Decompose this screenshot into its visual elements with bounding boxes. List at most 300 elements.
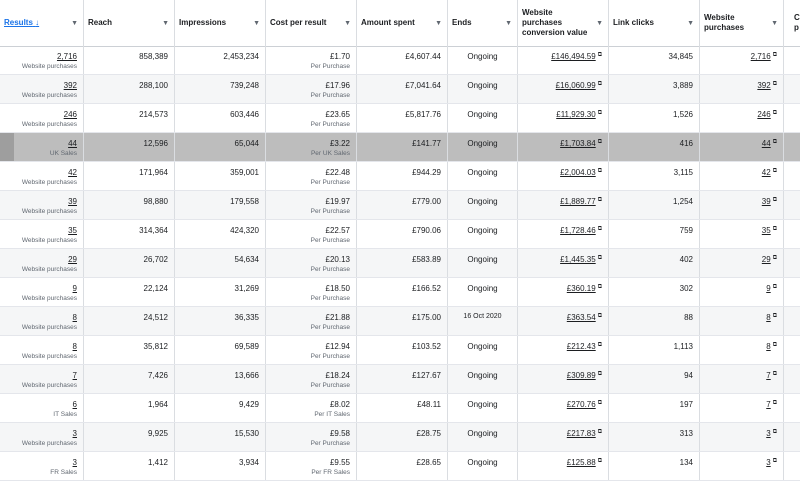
results-type: Website purchases — [21, 208, 77, 215]
amount-cell: £5,817.76 — [357, 104, 448, 132]
ends-cell: Ongoing — [448, 191, 518, 219]
cost-cell — [266, 278, 357, 306]
chevron-down-icon[interactable]: ▼ — [253, 20, 260, 27]
results-type: Website purchases — [21, 266, 77, 273]
external-link-icon[interactable]: ⧉ — [772, 168, 777, 174]
external-link-icon[interactable]: ⧉ — [772, 139, 777, 145]
chevron-down-icon[interactable]: ▼ — [771, 20, 778, 27]
external-link-icon[interactable]: ⧉ — [597, 52, 602, 58]
link-clicks-cell: 1,113 — [609, 336, 700, 364]
conv-value-link[interactable]: £11,929.30 — [556, 110, 596, 119]
ends-cell: 16 Oct 2020 — [448, 307, 518, 335]
conv-value-cell — [518, 278, 609, 306]
web-purchases-link[interactable]: 44 — [761, 139, 771, 148]
results-type: Website purchases — [21, 324, 77, 331]
impressions-cell: 9,429 — [175, 394, 266, 422]
results-link[interactable]: 246 — [63, 110, 77, 119]
chevron-down-icon[interactable]: ▼ — [162, 20, 169, 27]
results-link[interactable]: 35 — [68, 226, 77, 235]
external-link-icon[interactable]: ⧉ — [772, 400, 777, 406]
link-clicks-header-label: Link clicks — [613, 18, 654, 27]
amount-cell: £779.00 — [357, 191, 448, 219]
cost-unit: Per Purchase — [310, 92, 350, 99]
external-link-icon[interactable]: ⧉ — [772, 255, 777, 261]
results-header-label: Results — [4, 18, 33, 27]
conv-value-link[interactable]: £217.83 — [566, 429, 596, 438]
results-link[interactable]: 42 — [68, 168, 77, 177]
external-link-icon[interactable]: ⧉ — [772, 458, 777, 464]
cost-cell — [266, 162, 357, 190]
results-cell — [0, 75, 84, 103]
impressions-cell: 359,001 — [175, 162, 266, 190]
table-row[interactable] — [0, 220, 800, 249]
web-purchases-link[interactable]: 7 — [766, 371, 771, 380]
link-clicks-cell: 1,526 — [609, 104, 700, 132]
conv-value-link[interactable]: £146,494.59 — [551, 52, 596, 61]
amount-cell: £175.00 — [357, 307, 448, 335]
impressions-header-label: Impressions — [179, 18, 227, 27]
results-cell — [0, 394, 84, 422]
web-purchases-cell — [700, 46, 784, 74]
table-row[interactable] — [0, 46, 800, 75]
results-link[interactable]: 3 — [72, 458, 77, 467]
cost-value: £1.70 — [329, 52, 350, 61]
col-results-header[interactable] — [0, 0, 84, 46]
results-cell — [0, 278, 84, 306]
ends-cell: Ongoing — [448, 104, 518, 132]
results-type: Website purchases — [21, 237, 77, 244]
col-impressions-header[interactable] — [175, 0, 266, 46]
reach-cell: 171,964 — [84, 162, 175, 190]
cost-value: £18.24 — [325, 371, 350, 380]
cost-unit: Per Purchase — [310, 382, 350, 389]
cost-cell — [266, 249, 357, 277]
link-clicks-cell: 302 — [609, 278, 700, 306]
reach-cell: 24,512 — [84, 307, 175, 335]
cost-unit: Per IT Sales — [314, 411, 350, 418]
chevron-down-icon[interactable]: ▼ — [344, 20, 351, 27]
cost-value: £22.48 — [325, 168, 350, 177]
impressions-cell: 179,558 — [175, 191, 266, 219]
col-cost-header[interactable] — [266, 0, 357, 46]
cost-cell — [266, 307, 357, 335]
col-reach-header[interactable] — [84, 0, 175, 46]
results-cell — [0, 162, 84, 190]
col-conv-value-header[interactable] — [518, 0, 609, 46]
cost-value: £18.50 — [325, 284, 350, 293]
results-link[interactable]: 6 — [72, 400, 77, 409]
web-purchases-link[interactable]: 39 — [761, 197, 771, 206]
table-row[interactable] — [0, 75, 800, 104]
cost-value: £22.57 — [325, 226, 350, 235]
link-clicks-cell: 313 — [609, 423, 700, 451]
external-link-icon[interactable]: ⧉ — [772, 371, 777, 377]
impressions-cell: 2,453,234 — [175, 46, 266, 74]
cost-unit: Per Purchase — [310, 237, 350, 244]
web-purchases-cell — [700, 394, 784, 422]
ends-cell: Ongoing — [448, 133, 518, 161]
col-amount-header[interactable] — [357, 0, 448, 46]
external-link-icon[interactable]: ⧉ — [597, 110, 602, 116]
conv-value-link[interactable]: £2,004.03 — [560, 168, 596, 177]
cost-unit: Per Purchase — [310, 208, 350, 215]
chevron-down-icon[interactable]: ▼ — [687, 20, 694, 27]
conv-value-cell — [518, 336, 609, 364]
reach-cell: 288,100 — [84, 75, 175, 103]
link-clicks-cell: 34,845 — [609, 46, 700, 74]
web-purchases-cell — [700, 365, 784, 393]
link-clicks-cell: 759 — [609, 220, 700, 248]
results-link[interactable]: 9 — [72, 284, 77, 293]
web-purchases-cell — [700, 75, 784, 103]
web-purchases-link[interactable]: 8 — [766, 342, 771, 351]
conv-value-link[interactable]: £125.88 — [566, 458, 596, 467]
results-link[interactable]: 8 — [72, 342, 77, 351]
table-header — [0, 0, 800, 47]
conv-value-link[interactable]: £309.89 — [566, 371, 596, 380]
results-cell — [0, 191, 84, 219]
results-type: Website purchases — [21, 63, 77, 70]
impressions-cell: 13,666 — [175, 365, 266, 393]
web-purchases-cell — [700, 278, 784, 306]
conv-value-cell — [518, 104, 609, 132]
results-link[interactable]: 44 — [68, 139, 77, 148]
reach-cell: 1,964 — [84, 394, 175, 422]
conv-value-cell — [518, 133, 609, 161]
results-type: Website purchases — [21, 382, 77, 389]
chevron-down-icon[interactable]: ▼ — [596, 20, 603, 27]
web-purchases-cell — [700, 133, 784, 161]
reach-cell: 7,426 — [84, 365, 175, 393]
ends-cell: Ongoing — [448, 249, 518, 277]
ends-cell: Ongoing — [448, 452, 518, 480]
results-type: Website purchases — [21, 121, 77, 128]
sort-arrow-icon: ↓ — [35, 18, 40, 27]
cost-value: £17.96 — [325, 81, 350, 90]
impressions-cell: 36,335 — [175, 307, 266, 335]
external-link-icon[interactable]: ⧉ — [597, 458, 602, 464]
reach-cell: 98,880 — [84, 191, 175, 219]
external-link-icon[interactable]: ⧉ — [597, 284, 602, 290]
conv-value-cell — [518, 249, 609, 277]
conv-value-link[interactable]: £1,445.35 — [560, 255, 596, 264]
amount-cell: £28.65 — [357, 452, 448, 480]
external-link-icon[interactable]: ⧉ — [772, 313, 777, 319]
reach-cell: 214,573 — [84, 104, 175, 132]
ends-cell: Ongoing — [448, 394, 518, 422]
reach-cell: 9,925 — [84, 423, 175, 451]
web-purchases-link[interactable]: 392 — [757, 81, 771, 90]
web-purchases-link[interactable]: 35 — [761, 226, 771, 235]
link-clicks-cell: 416 — [609, 133, 700, 161]
amount-cell: £790.06 — [357, 220, 448, 248]
reach-cell: 314,364 — [84, 220, 175, 248]
external-link-icon[interactable]: ⧉ — [772, 342, 777, 348]
impressions-cell: 739,248 — [175, 75, 266, 103]
cost-cell — [266, 423, 357, 451]
conv-value-header-label: Website purchases conversion value — [522, 8, 588, 37]
chevron-down-icon[interactable]: ▼ — [505, 20, 512, 27]
conv-value-cell — [518, 220, 609, 248]
cost-value: £20.13 — [325, 255, 350, 264]
external-link-icon[interactable]: ⧉ — [772, 284, 777, 290]
amount-cell: £127.67 — [357, 365, 448, 393]
conv-value-cell — [518, 191, 609, 219]
cost-unit: Per Purchase — [310, 266, 350, 273]
col-link-clicks-header[interactable] — [609, 0, 700, 46]
cost-unit: Per Purchase — [310, 353, 350, 360]
web-purchases-header-label: Website purchases — [704, 13, 745, 32]
cost-value: £21.88 — [325, 313, 350, 322]
external-link-icon[interactable]: ⧉ — [597, 139, 602, 145]
external-link-icon[interactable]: ⧉ — [772, 52, 777, 58]
results-cell — [0, 423, 84, 451]
web-purchases-link[interactable]: 3 — [766, 458, 771, 467]
conv-value-link[interactable]: £270.76 — [566, 400, 596, 409]
cost-cell — [266, 75, 357, 103]
external-link-icon[interactable]: ⧉ — [772, 81, 777, 87]
cost-unit: Per FR Sales — [311, 469, 350, 476]
external-link-icon[interactable]: ⧉ — [597, 197, 602, 203]
reach-cell: 1,412 — [84, 452, 175, 480]
web-purchases-link[interactable]: 42 — [761, 168, 771, 177]
web-purchases-cell — [700, 423, 784, 451]
table-row[interactable] — [0, 452, 800, 481]
conv-value-cell — [518, 423, 609, 451]
results-link[interactable]: 7 — [72, 371, 77, 380]
ends-cell: Ongoing — [448, 75, 518, 103]
amount-cell: £28.75 — [357, 423, 448, 451]
web-purchases-cell — [700, 104, 784, 132]
cost-cell — [266, 46, 357, 74]
web-purchases-cell — [700, 249, 784, 277]
results-cell — [0, 133, 84, 161]
impressions-cell: 31,269 — [175, 278, 266, 306]
link-clicks-cell: 1,254 — [609, 191, 700, 219]
external-link-icon[interactable]: ⧉ — [772, 226, 777, 232]
reach-header-label: Reach — [88, 18, 113, 27]
ends-cell: Ongoing — [448, 162, 518, 190]
reach-cell: 35,812 — [84, 336, 175, 364]
results-type: Website purchases — [21, 295, 77, 302]
cost-cell — [266, 191, 357, 219]
table-row[interactable] — [0, 394, 800, 423]
cost-cell — [266, 336, 357, 364]
web-purchases-link[interactable]: 9 — [766, 284, 771, 293]
ends-cell: Ongoing — [448, 278, 518, 306]
cost-header-label: Cost per result — [270, 18, 327, 27]
conv-value-link[interactable]: £1,703.84 — [560, 139, 596, 148]
cost-cell — [266, 104, 357, 132]
reach-cell: 26,702 — [84, 249, 175, 277]
cost-value: £23.65 — [325, 110, 350, 119]
conv-value-cell — [518, 452, 609, 480]
external-link-icon[interactable]: ⧉ — [772, 429, 777, 435]
web-purchases-cell — [700, 452, 784, 480]
cost-cell — [266, 394, 357, 422]
impressions-cell: 15,530 — [175, 423, 266, 451]
cost-value: £9.55 — [329, 458, 350, 467]
link-clicks-cell: 3,115 — [609, 162, 700, 190]
results-link[interactable]: 3 — [72, 429, 77, 438]
results-type: Website purchases — [21, 179, 77, 186]
web-purchases-cell — [700, 307, 784, 335]
results-link[interactable]: 29 — [68, 255, 77, 264]
table-row[interactable] — [0, 278, 800, 307]
web-purchases-cell — [700, 191, 784, 219]
impressions-cell: 69,589 — [175, 336, 266, 364]
impressions-cell: 3,934 — [175, 452, 266, 480]
cost-unit: Per Purchase — [310, 324, 350, 331]
external-link-icon[interactable]: ⧉ — [597, 371, 602, 377]
external-link-icon[interactable]: ⧉ — [597, 342, 602, 348]
conv-value-link[interactable]: £1,728.46 — [560, 226, 596, 235]
results-type: UK Sales — [49, 150, 77, 157]
cost-unit: Per Purchase — [310, 179, 350, 186]
table-row[interactable] — [0, 133, 800, 162]
table-row[interactable] — [0, 423, 800, 452]
external-link-icon[interactable]: ⧉ — [597, 313, 602, 319]
web-purchases-cell — [700, 220, 784, 248]
results-link[interactable]: 392 — [63, 81, 77, 90]
web-purchases-cell — [700, 162, 784, 190]
table-row[interactable] — [0, 365, 800, 394]
table-row[interactable] — [0, 162, 800, 191]
impressions-cell: 424,320 — [175, 220, 266, 248]
web-purchases-link[interactable]: 7 — [766, 400, 771, 409]
results-cell — [0, 104, 84, 132]
chevron-down-icon[interactable]: ▼ — [71, 20, 78, 27]
results-cell — [0, 249, 84, 277]
ends-header-label: Ends — [452, 18, 472, 27]
table-row[interactable] — [0, 249, 800, 278]
link-clicks-cell: 197 — [609, 394, 700, 422]
amount-cell: £166.52 — [357, 278, 448, 306]
external-link-icon[interactable]: ⧉ — [772, 110, 777, 116]
reach-cell: 22,124 — [84, 278, 175, 306]
conv-value-cell — [518, 365, 609, 393]
results-link[interactable]: 39 — [68, 197, 77, 206]
results-cell — [0, 452, 84, 480]
external-link-icon[interactable]: ⧉ — [772, 197, 777, 203]
link-clicks-cell: 94 — [609, 365, 700, 393]
ends-cell: Ongoing — [448, 46, 518, 74]
cost-value: £19.97 — [325, 197, 350, 206]
amount-cell: £103.52 — [357, 336, 448, 364]
reach-cell: 12,596 — [84, 133, 175, 161]
link-clicks-cell: 402 — [609, 249, 700, 277]
results-link[interactable]: 8 — [72, 313, 77, 322]
link-clicks-cell: 3,889 — [609, 75, 700, 103]
impressions-cell: 54,634 — [175, 249, 266, 277]
col-web-purchases-header[interactable] — [700, 0, 784, 46]
external-link-icon[interactable]: ⧉ — [597, 400, 602, 406]
link-clicks-cell: 134 — [609, 452, 700, 480]
ends-cell: Ongoing — [448, 423, 518, 451]
ends-cell: Ongoing — [448, 365, 518, 393]
web-purchases-link[interactable]: 8 — [766, 313, 771, 322]
amount-cell: £7,041.64 — [357, 75, 448, 103]
table-row[interactable] — [0, 191, 800, 220]
cost-unit: Per Purchase — [310, 63, 350, 70]
cost-unit: Per UK Sales — [310, 150, 350, 157]
impressions-cell: 65,044 — [175, 133, 266, 161]
cost-value: £8.02 — [329, 400, 350, 409]
link-clicks-cell: 88 — [609, 307, 700, 335]
external-link-icon[interactable]: ⧉ — [597, 429, 602, 435]
table-row[interactable] — [0, 336, 800, 365]
ends-cell: Ongoing — [448, 336, 518, 364]
conv-value-link[interactable]: £363.54 — [566, 313, 596, 322]
web-purchases-link[interactable]: 246 — [757, 110, 771, 119]
chevron-down-icon[interactable]: ▼ — [435, 20, 442, 27]
partial-header-label: C p — [794, 13, 800, 32]
cost-value: £3.22 — [329, 139, 350, 148]
conv-value-link[interactable]: £212.43 — [566, 342, 596, 351]
external-link-icon[interactable]: ⧉ — [597, 255, 602, 261]
results-cell — [0, 365, 84, 393]
cost-cell — [266, 365, 357, 393]
cost-cell — [266, 133, 357, 161]
conv-value-cell — [518, 75, 609, 103]
cost-value: £9.58 — [329, 429, 350, 438]
results-type: IT Sales — [53, 411, 77, 418]
conv-value-cell — [518, 162, 609, 190]
amount-cell: £944.29 — [357, 162, 448, 190]
web-purchases-link[interactable]: 2,716 — [750, 52, 771, 61]
amount-header-label: Amount spent — [361, 18, 415, 27]
results-cell — [0, 220, 84, 248]
results-type: FR Sales — [50, 469, 77, 476]
cost-unit: Per Purchase — [310, 440, 350, 447]
reach-cell: 858,389 — [84, 46, 175, 74]
web-purchases-link[interactable]: 3 — [766, 429, 771, 438]
amount-cell: £141.77 — [357, 133, 448, 161]
external-link-icon[interactable]: ⧉ — [597, 168, 602, 174]
impressions-cell: 603,446 — [175, 104, 266, 132]
cost-unit: Per Purchase — [310, 121, 350, 128]
results-type: Website purchases — [21, 440, 77, 447]
conv-value-cell — [518, 394, 609, 422]
conv-value-link[interactable]: £1,889.77 — [560, 197, 596, 206]
col-partial-header[interactable] — [784, 0, 800, 46]
conv-value-cell — [518, 46, 609, 74]
cost-cell — [266, 452, 357, 480]
results-cell — [0, 307, 84, 335]
results-type: Website purchases — [21, 92, 77, 99]
table-row[interactable] — [0, 104, 800, 133]
amount-cell: £48.11 — [357, 394, 448, 422]
results-cell — [0, 336, 84, 364]
cost-value: £12.94 — [325, 342, 350, 351]
ends-cell: Ongoing — [448, 220, 518, 248]
results-cell — [0, 46, 84, 74]
cost-unit: Per Purchase — [310, 295, 350, 302]
conv-value-link[interactable]: £360.19 — [566, 284, 596, 293]
external-link-icon[interactable]: ⧉ — [597, 81, 602, 87]
amount-cell: £583.89 — [357, 249, 448, 277]
conv-value-link[interactable]: £16,060.99 — [555, 81, 596, 90]
results-link[interactable]: 2,716 — [56, 52, 77, 61]
external-link-icon[interactable]: ⧉ — [597, 226, 602, 232]
conv-value-cell — [518, 307, 609, 335]
results-type: Website purchases — [21, 353, 77, 360]
amount-cell: £4,607.44 — [357, 46, 448, 74]
col-ends-header[interactable] — [448, 0, 518, 46]
table-row[interactable] — [0, 307, 800, 336]
cost-cell — [266, 220, 357, 248]
web-purchases-link[interactable]: 29 — [761, 255, 771, 264]
